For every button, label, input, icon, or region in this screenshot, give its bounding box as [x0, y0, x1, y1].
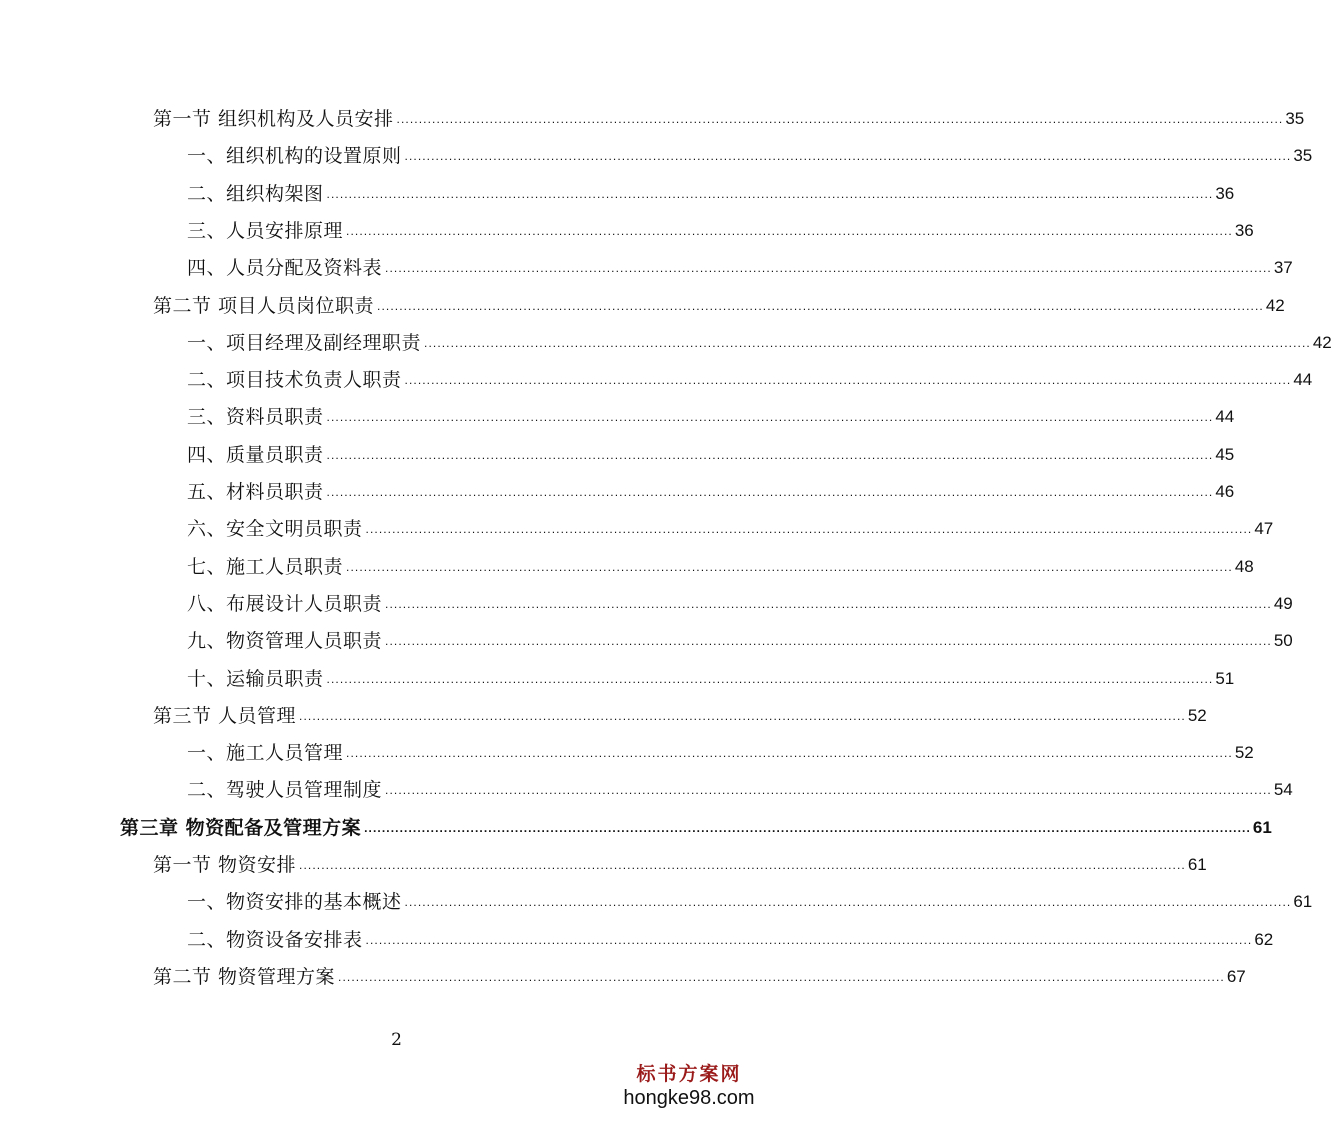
toc-leader-dots: ........................................................................................................................................................................................................ [299, 708, 1186, 723]
toc-entry-title: 七、施工人员职责 [187, 555, 344, 578]
toc-entry-title: 八、布展设计人员职责 [187, 592, 383, 615]
toc-entry-page: 46 [1215, 482, 1235, 501]
toc-leader-dots: ........................................................................................................................................................................................................ [338, 969, 1225, 984]
toc-entry-title: 二、项目技术负责人职责 [187, 369, 402, 392]
toc-entry-title: 一、物资安排的基本概述 [187, 891, 402, 914]
toc-leader-dots: ........................................................................................................................................................................................................ [385, 261, 1272, 276]
toc-entry-section [153, 104, 1305, 134]
toc-entry-section [153, 850, 1207, 880]
toc-entry-item [187, 253, 1293, 283]
toc-entry-page: 44 [1293, 370, 1313, 390]
toc-leader-dots: ........................................................................................................................................................................................................ [326, 671, 1214, 686]
toc-leader-dots: ........................................................................................................................................................................................................ [364, 820, 1251, 835]
toc-entry-page: 35 [1285, 109, 1305, 128]
toc-entry-page: 52 [1187, 705, 1207, 725]
toc-entry-page: 61 [1293, 892, 1313, 912]
toc-entry-title: 四、质量员职责 [187, 443, 324, 466]
toc-leader-dots: ........................................................................................................................................................................................................ [326, 186, 1214, 201]
toc-leader-dots: ........................................................................................................................................................................................................ [346, 746, 1233, 761]
toc-entry-title: 二、组织构架图 [187, 182, 324, 205]
toc-leader-dots: ........................................................................................................................................................................................................ [385, 634, 1272, 649]
toc-entry-title: 第三章 物资配备及管理方案 [120, 816, 362, 839]
toc-entry-item [187, 477, 1235, 507]
toc-entry-page: 42 [1312, 332, 1332, 352]
toc-entry-title: 第一节 物资安排 [153, 854, 297, 876]
toc-entry-page: 50 [1273, 631, 1293, 651]
toc-entry-item [187, 328, 1332, 358]
toc-leader-dots: ........................................................................................................................................................................................................ [424, 335, 1311, 350]
toc-entry-title: 一、项目经理及副经理职责 [187, 331, 422, 354]
toc-leader-dots: ........................................................................................................................................................................................................ [404, 149, 1292, 164]
toc-entry-section [153, 962, 1246, 992]
toc-leader-dots: ........................................................................................................................................................................................................ [365, 522, 1253, 537]
toc-entry-title: 九、物资管理人员职责 [187, 630, 383, 653]
toc-entry-page: 42 [1265, 295, 1285, 315]
watermark [599, 1062, 779, 1110]
toc-entry-item [187, 552, 1254, 582]
toc-entry-page: 62 [1254, 929, 1274, 949]
toc-leader-dots: ........................................................................................................................................................................................................ [404, 373, 1292, 388]
toc-entry-section [153, 291, 1285, 321]
toc-entry-page: 48 [1234, 556, 1254, 576]
page-number: 2 [391, 1030, 402, 1050]
toc-entry-title: 二、物资设备安排表 [187, 928, 363, 951]
toc-entry-item [187, 216, 1254, 246]
toc-entry-section [153, 701, 1207, 731]
toc-entry-item [187, 775, 1293, 805]
toc-entry-item [187, 664, 1235, 694]
toc-entry-item [187, 402, 1235, 432]
toc-entry-title: 第三节 人员管理 [153, 704, 297, 727]
toc-leader-dots: ........................................................................................................................................................................................................ [299, 858, 1186, 872]
toc-entry-item [187, 141, 1313, 171]
toc-leader-dots: ........................................................................................................................................................................................................ [326, 410, 1214, 425]
toc-entry-page: 44 [1215, 407, 1235, 427]
toc-entry-title: 一、组织机构的设置原则 [187, 145, 402, 168]
toc-entry-item [187, 925, 1274, 955]
toc-entry-title: 四、人员分配及资料表 [187, 257, 383, 280]
toc-entry-page: 49 [1273, 593, 1293, 613]
toc-entry-item [187, 179, 1235, 209]
toc-entry-item [187, 589, 1293, 619]
toc-leader-dots: ........................................................................................................................................................................................................ [385, 783, 1272, 798]
toc-entry-title: 三、资料员职责 [187, 406, 324, 429]
toc-entry-chapter [120, 813, 1272, 843]
toc-entry-item [187, 626, 1293, 656]
watermark-title: 标书方案网 [636, 1063, 742, 1085]
toc-leader-dots: ........................................................................................................................................................................................................ [404, 895, 1292, 910]
toc-entry-page: 36 [1234, 220, 1254, 240]
toc-entry-title: 一、施工人员管理 [187, 742, 344, 765]
toc-entry-title: 第二节 项目人员岗位职责 [153, 294, 375, 317]
toc-entry-item [187, 365, 1313, 395]
toc-entry-item [187, 887, 1313, 917]
toc-entry-page: 51 [1215, 668, 1235, 688]
toc-entry-page: 61 [1187, 855, 1207, 874]
toc-entry-item [187, 738, 1254, 768]
toc-leader-dots: ........................................................................................................................................................................................................ [326, 447, 1214, 462]
toc-entry-page: 36 [1215, 183, 1235, 203]
watermark-url: hongke98.com [623, 1087, 755, 1109]
toc-entry-page: 67 [1226, 966, 1246, 986]
toc-entry-item [187, 514, 1274, 544]
toc-leader-dots: ........................................................................................................................................................................................................ [385, 596, 1272, 611]
toc-leader-dots: ........................................................................................................................................................................................................ [396, 112, 1284, 126]
toc-leader-dots: ........................................................................................................................................................................................................ [326, 485, 1214, 499]
toc-entry-page: 47 [1254, 519, 1274, 539]
toc-leader-dots: ........................................................................................................................................................................................................ [346, 223, 1233, 238]
toc-entry-title: 十、运输员职责 [187, 667, 324, 690]
toc-entry-title: 二、驾驶人员管理制度 [187, 779, 383, 802]
toc-entry-title: 六、安全文明员职责 [187, 518, 363, 541]
toc-leader-dots: ........................................................................................................................................................................................................ [377, 298, 1264, 313]
toc-leader-dots: ........................................................................................................................................................................................................ [346, 559, 1233, 574]
toc-entry-page: 35 [1293, 146, 1313, 166]
toc-entry-page: 61 [1252, 817, 1272, 837]
toc-entry-page: 52 [1234, 743, 1254, 763]
toc-entry-page: 37 [1273, 258, 1293, 278]
toc-entry-page: 45 [1215, 444, 1235, 464]
toc-entry-page: 54 [1273, 780, 1293, 800]
toc-entry-title: 三、人员安排原理 [187, 219, 344, 242]
toc-entry-item [187, 440, 1235, 470]
toc-entry-title: 五、材料员职责 [187, 481, 324, 503]
toc-entry-title: 第一节 组织机构及人员安排 [153, 108, 394, 130]
toc-leader-dots: ........................................................................................................................................................................................................ [365, 932, 1253, 947]
toc-entry-title: 第二节 物资管理方案 [153, 965, 336, 988]
